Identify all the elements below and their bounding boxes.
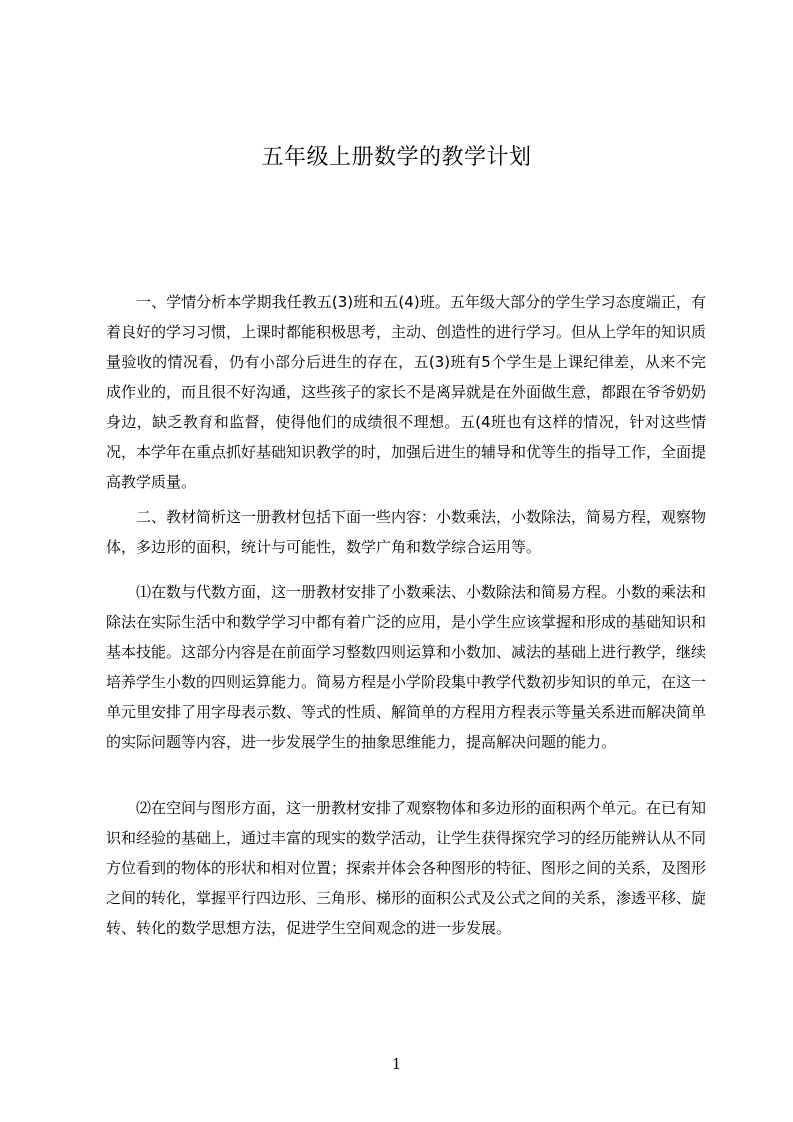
paragraph-textbook-overview: 二、教材简析这一册教材包括下面一些内容：小数乘法，小数除法，简易方程，观察物体，多边形的面积，统计与可能性，数学广角和数学综合运用等。 [106, 508, 707, 556]
page-number: 1 [391, 1055, 402, 1073]
paragraph-space-geometry: ⑵在空间与图形方面，这一册教材安排了观察物体和多边形的面积两个单元。在已有知识和经验的基础上，通过丰富的现实的数学活动，让学生获得探究学习的经历能辨认从不同方位看到的物体的形状和相对位置；探索并体会各种图形的特征、图形之间的关系，及图形之间的转化，掌握平行四边形、三角形、梯形的面积公式及公式之间的关系，渗透平移、旋转、转化的数学思想方法，促进学生空间观念的进一步发展。 [106, 799, 707, 937]
paragraph-number-algebra: ⑴在数与代数方面，这一册教材安排了小数乘法、小数除法和简易方程。小数的乘法和除法在实际生活中和数学学习中都有着广泛的应用，是小学生应该掌握和形成的基础知识和基本技能。这部分内容是在前面学习整数四则运算和小数加、减法的基础上进行教学，继续培养学生小数的四则运算能力。简易方程是小学阶段集中教学代数初步知识的单元，在这一单元里安排了用字母表示数、等式的性质、解简单的方程用方程表示等量关系进而解决简单的实际问题等内容，进一步发展学生的抽象思维能力，提高解决问题的能力。 [106, 583, 707, 751]
paragraph-learning-analysis: 一、学情分析本学期我任教五(3)班和五(4)班。五年级大部分的学生学习态度端正，有着良好的学习习惯，上课时都能积极思考，主动、创造性的进行学习。但从上学年的知识质量验收的情况看，仍有小部分后进生的存在，五(3)班有5个学生是上课纪律差，从来不完成作业的，而且很不好沟通，这些孩子的家长不是离异就是在外面做生意，都跟在爷爷奶奶身边，缺乏教育和监督，使得他们的成绩很不理想。五(4班也有这样的情况，针对这些情况，本学年在重点抓好基础知识教学的时，加强后进生的辅导和优等生的指导工作，全面提高教学质量。 [106, 293, 707, 491]
document-title: 五年级上册数学的教学计划 [261, 145, 532, 170]
